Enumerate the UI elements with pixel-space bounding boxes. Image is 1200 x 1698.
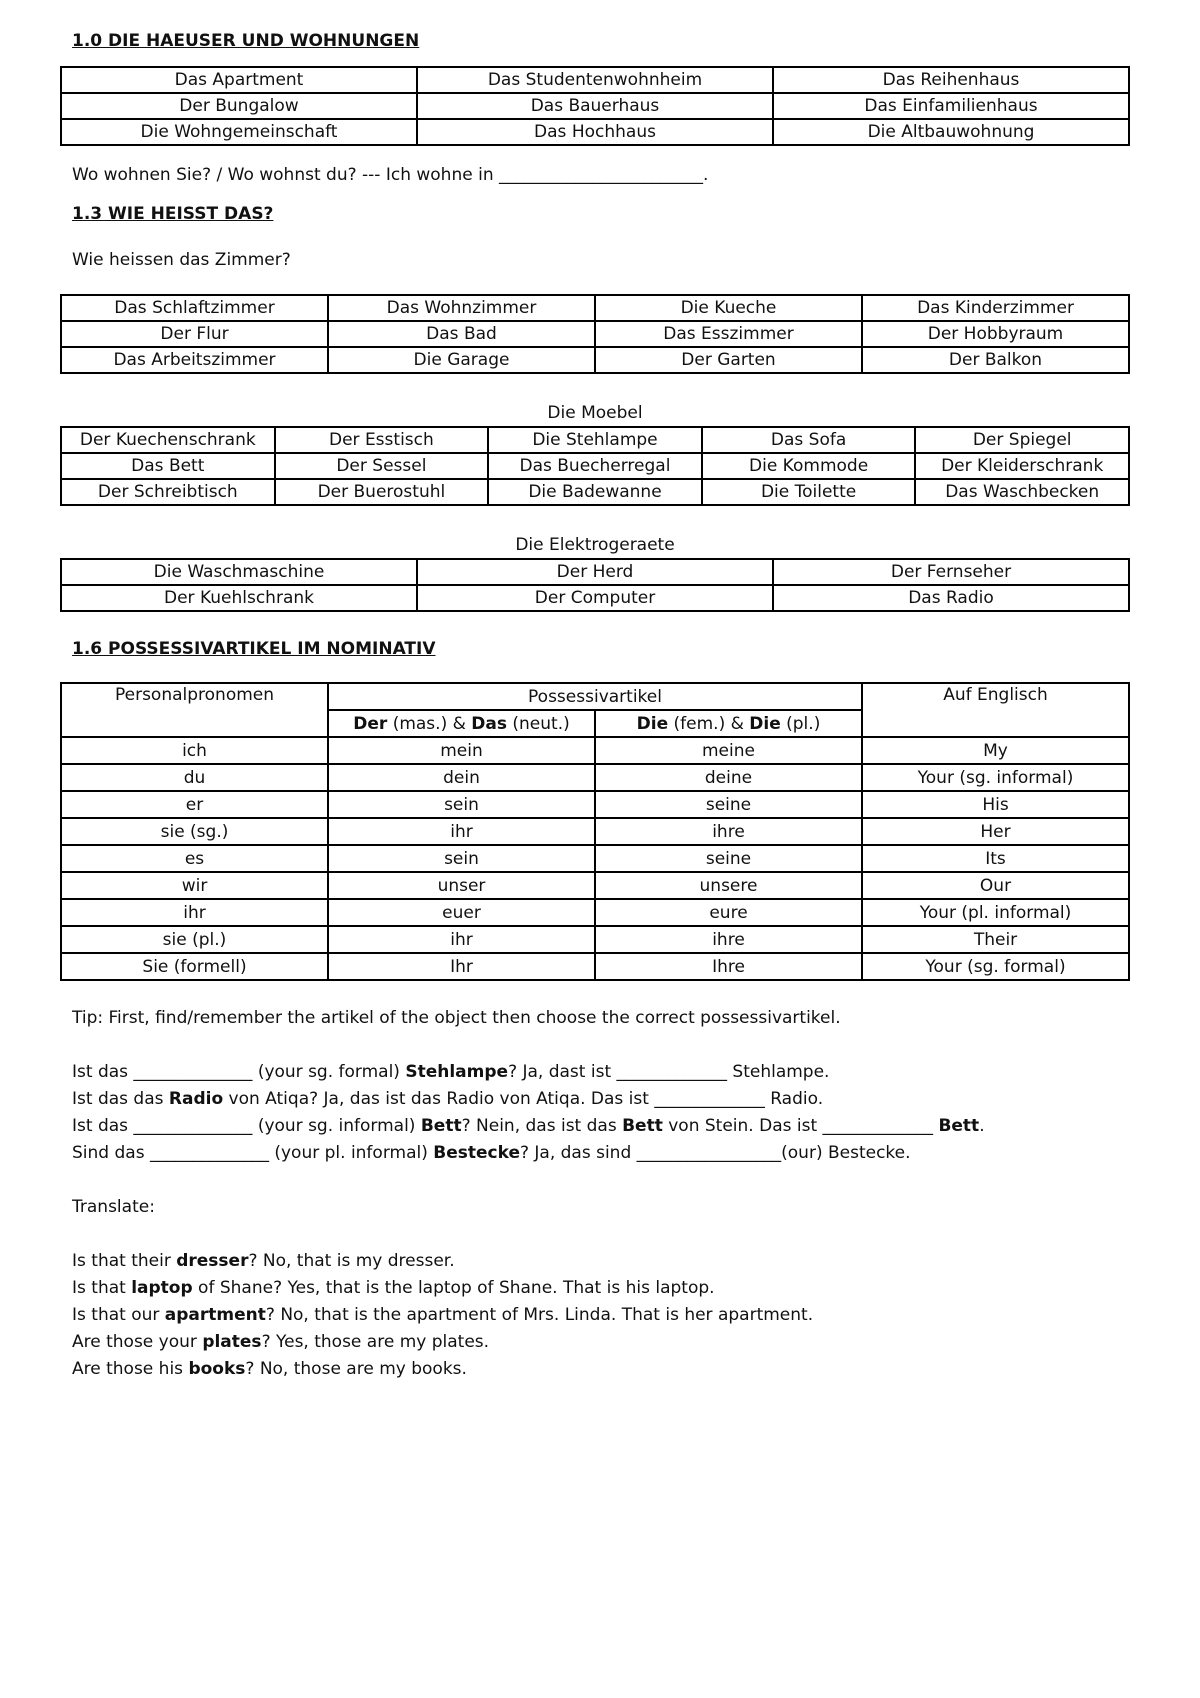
- table-row: [61, 67, 1129, 93]
- bold-word: Bestecke: [433, 1143, 520, 1163]
- table-row: [61, 295, 1129, 321]
- rooms-question: Wie heissen das Zimmer?: [72, 250, 291, 270]
- bold-word: Bett: [938, 1116, 980, 1136]
- bold-word: dresser: [176, 1251, 249, 1271]
- table-cell: Ihre: [595, 953, 862, 980]
- table-cell: Das Wohnzimmer: [328, 295, 595, 321]
- table-cell: Die Kommode: [702, 453, 916, 479]
- text-segment: ? No, that is my dresser.: [248, 1251, 455, 1271]
- table-cell: Das Sofa: [702, 427, 916, 453]
- housing-question: Wo wohnen Sie? / Wo wohnst du? --- Ich wohne in ________________________.: [72, 165, 709, 185]
- text-segment: ? No, that is the apartment of Mrs. Linda. That is her apartment.: [265, 1305, 814, 1325]
- bold-word: plates: [202, 1332, 262, 1352]
- table-cell: Die Badewanne: [488, 479, 702, 505]
- table-row: [61, 899, 1129, 926]
- table-cell: euer: [328, 899, 595, 926]
- possessive-table: [60, 682, 1130, 981]
- subheader-der-das: [328, 710, 595, 737]
- translate-line-2: [72, 1275, 1130, 1302]
- table-cell: Die Altbauwohnung: [773, 119, 1129, 145]
- text-segment: Ist das das: [72, 1089, 169, 1109]
- text-segment: ? No, those are my books.: [245, 1359, 467, 1379]
- label-mas: (mas.) &: [387, 713, 472, 734]
- table-row: [61, 453, 1129, 479]
- text-segment: of Shane? Yes, that is the laptop of Shane. That is his laptop.: [192, 1278, 715, 1298]
- table-row: [61, 818, 1129, 845]
- furniture-table: [60, 426, 1130, 506]
- table-cell: unsere: [595, 872, 862, 899]
- text-segment: Ist das ______________ (your sg. informal): [72, 1116, 421, 1136]
- furniture-caption: Die Moebel: [547, 403, 643, 423]
- table-cell: Your (sg. formal): [862, 953, 1129, 980]
- table-cell: Her: [862, 818, 1129, 845]
- exercise-line-2: [72, 1086, 1130, 1113]
- translate-line-3: [72, 1302, 1130, 1329]
- table-cell: Der Kuehlschrank: [61, 585, 417, 611]
- table-row: [61, 845, 1129, 872]
- table-cell: unser: [328, 872, 595, 899]
- table-cell: deine: [595, 764, 862, 791]
- table-cell: mein: [328, 737, 595, 764]
- table-cell: ihre: [595, 818, 862, 845]
- table-cell: Das Arbeitszimmer: [61, 347, 328, 373]
- table-cell: sie (sg.): [61, 818, 328, 845]
- translate-line-5: [72, 1356, 1130, 1383]
- exercise-line-3: [72, 1113, 1130, 1140]
- section-heading-possessive: 1.6 POSSESSIVARTIKEL IM NOMINATIV: [72, 639, 436, 659]
- section-heading-houses: 1.0 DIE HAEUSER UND WOHNUNGEN: [72, 31, 420, 51]
- table-cell: Das Waschbecken: [915, 479, 1129, 505]
- text-segment: ? Ja, dast ist _____________ Stehlampe.: [508, 1062, 830, 1082]
- table-row: [61, 321, 1129, 347]
- table-row: [61, 479, 1129, 505]
- header-personalpronomen: Personalpronomen: [61, 683, 328, 737]
- table-cell: seine: [595, 845, 862, 872]
- bold-die: Die: [636, 713, 669, 734]
- bold-word: Bett: [420, 1116, 462, 1136]
- bold-word: books: [188, 1359, 246, 1379]
- table-row: [61, 953, 1129, 980]
- exercise-line-1: [72, 1059, 1130, 1086]
- text-segment: Is that our: [72, 1305, 165, 1325]
- table-cell: du: [61, 764, 328, 791]
- table-cell: Das Bad: [328, 321, 595, 347]
- table-cell: Das Studentenwohnheim: [417, 67, 773, 93]
- table-cell: seine: [595, 791, 862, 818]
- text-segment: Ist das ______________ (your sg. formal): [72, 1062, 406, 1082]
- section-heading-rooms: 1.3 WIE HEISST DAS?: [72, 204, 274, 224]
- table-cell: Our: [862, 872, 1129, 899]
- text-segment: Is that: [72, 1278, 132, 1298]
- table-cell: Der Computer: [417, 585, 773, 611]
- text-segment: ? Yes, those are my plates.: [261, 1332, 490, 1352]
- text-segment: ? Ja, das sind _________________(our) Bestecke.: [519, 1143, 911, 1163]
- table-cell: Der Balkon: [862, 347, 1129, 373]
- table-row: [61, 737, 1129, 764]
- table-cell: Das Hochhaus: [417, 119, 773, 145]
- table-cell: Der Esstisch: [275, 427, 489, 453]
- table-cell: Der Garten: [595, 347, 862, 373]
- table-cell: Das Esszimmer: [595, 321, 862, 347]
- table-cell: ich: [61, 737, 328, 764]
- table-cell: es: [61, 845, 328, 872]
- table-cell: Das Kinderzimmer: [862, 295, 1129, 321]
- table-cell: Der Sessel: [275, 453, 489, 479]
- text-segment: ? Nein, das ist das: [461, 1116, 623, 1136]
- table-row: [61, 119, 1129, 145]
- text-segment: Sind das ______________ (your pl. informal): [72, 1143, 434, 1163]
- table-cell: Der Kuechenschrank: [61, 427, 275, 453]
- label-fem: (fem.) &: [668, 713, 750, 734]
- text-segment: Is that their: [72, 1251, 177, 1271]
- table-cell: Die Kueche: [595, 295, 862, 321]
- table-cell: ihr: [328, 818, 595, 845]
- table-cell: Das Schlaftzimmer: [61, 295, 328, 321]
- table-cell: Das Einfamilienhaus: [773, 93, 1129, 119]
- table-cell: Der Spiegel: [915, 427, 1129, 453]
- bold-word: apartment: [164, 1305, 266, 1325]
- table-cell: Das Reihenhaus: [773, 67, 1129, 93]
- table-row: [61, 872, 1129, 899]
- header-possessivartikel: Possessivartikel: [328, 683, 862, 710]
- bold-das: Das: [471, 713, 507, 734]
- table-cell: ihr: [328, 926, 595, 953]
- table-cell: Der Kleiderschrank: [915, 453, 1129, 479]
- table-cell: er: [61, 791, 328, 818]
- table-cell: Ihr: [328, 953, 595, 980]
- subheader-die-die: [595, 710, 862, 737]
- text-segment: von Stein. Das ist _____________: [662, 1116, 939, 1136]
- table-cell: Der Bungalow: [61, 93, 417, 119]
- table-cell: Your (sg. informal): [862, 764, 1129, 791]
- table-cell: sie (pl.): [61, 926, 328, 953]
- table-row: [61, 791, 1129, 818]
- table-cell: Die Garage: [328, 347, 595, 373]
- table-cell: Der Buerostuhl: [275, 479, 489, 505]
- appliances-caption: Die Elektrogeraete: [515, 535, 675, 555]
- table-cell: dein: [328, 764, 595, 791]
- table-cell: Die Toilette: [702, 479, 916, 505]
- table-cell: sein: [328, 845, 595, 872]
- table-cell: Sie (formell): [61, 953, 328, 980]
- table-cell: My: [862, 737, 1129, 764]
- table-cell: ihr: [61, 899, 328, 926]
- table-cell: Your (pl. informal): [862, 899, 1129, 926]
- exercise-line-4: [72, 1140, 1130, 1167]
- bold-word: Bett: [622, 1116, 663, 1136]
- table-cell: His: [862, 791, 1129, 818]
- table-row: [61, 559, 1129, 585]
- table-cell: Das Buecherregal: [488, 453, 702, 479]
- table-cell: meine: [595, 737, 862, 764]
- table-cell: Der Herd: [417, 559, 773, 585]
- table-row: [61, 93, 1129, 119]
- table-cell: Das Apartment: [61, 67, 417, 93]
- table-header-row: [61, 683, 1129, 710]
- text-segment: Are those his: [72, 1359, 189, 1379]
- table-row: [61, 585, 1129, 611]
- translate-line-1: [72, 1248, 1130, 1275]
- table-row: [61, 427, 1129, 453]
- table-row: [61, 926, 1129, 953]
- document-page: [60, 30, 1130, 1383]
- table-cell: Das Bett: [61, 453, 275, 479]
- table-cell: wir: [61, 872, 328, 899]
- houses-table: [60, 66, 1130, 146]
- text-segment: Are those your: [72, 1332, 203, 1352]
- tip-text: Tip: First, find/remember the artikel of the object then choose the correct possessivartikel.: [72, 1008, 841, 1028]
- bold-word: laptop: [131, 1278, 193, 1298]
- table-cell: ihre: [595, 926, 862, 953]
- table-cell: Their: [862, 926, 1129, 953]
- text-segment: von Atiqa? Ja, das ist das Radio von Atiqa. Das ist _____________ Radio.: [223, 1089, 824, 1109]
- table-cell: Its: [862, 845, 1129, 872]
- table-row: [61, 347, 1129, 373]
- translate-label: Translate:: [72, 1197, 155, 1217]
- table-cell: Die Wohngemeinschaft: [61, 119, 417, 145]
- table-cell: eure: [595, 899, 862, 926]
- table-cell: Der Schreibtisch: [61, 479, 275, 505]
- bold-word: Radio: [168, 1089, 224, 1109]
- header-auf-englisch: Auf Englisch: [862, 683, 1129, 737]
- bold-die: Die: [749, 713, 781, 734]
- label-pl: (pl.): [780, 713, 821, 734]
- table-row: [61, 764, 1129, 791]
- translate-line-4: [72, 1329, 1130, 1356]
- rooms-table: [60, 294, 1130, 374]
- text-segment: .: [979, 1116, 985, 1136]
- table-cell: Die Stehlampe: [488, 427, 702, 453]
- table-cell: Das Bauerhaus: [417, 93, 773, 119]
- label-neut: (neut.): [506, 713, 570, 734]
- table-cell: Die Waschmaschine: [61, 559, 417, 585]
- bold-der: Der: [353, 713, 388, 734]
- table-cell: Der Hobbyraum: [862, 321, 1129, 347]
- table-cell: Das Radio: [773, 585, 1129, 611]
- table-cell: Der Fernseher: [773, 559, 1129, 585]
- appliances-table: [60, 558, 1130, 612]
- bold-word: Stehlampe: [405, 1062, 509, 1082]
- table-cell: sein: [328, 791, 595, 818]
- table-cell: Der Flur: [61, 321, 328, 347]
